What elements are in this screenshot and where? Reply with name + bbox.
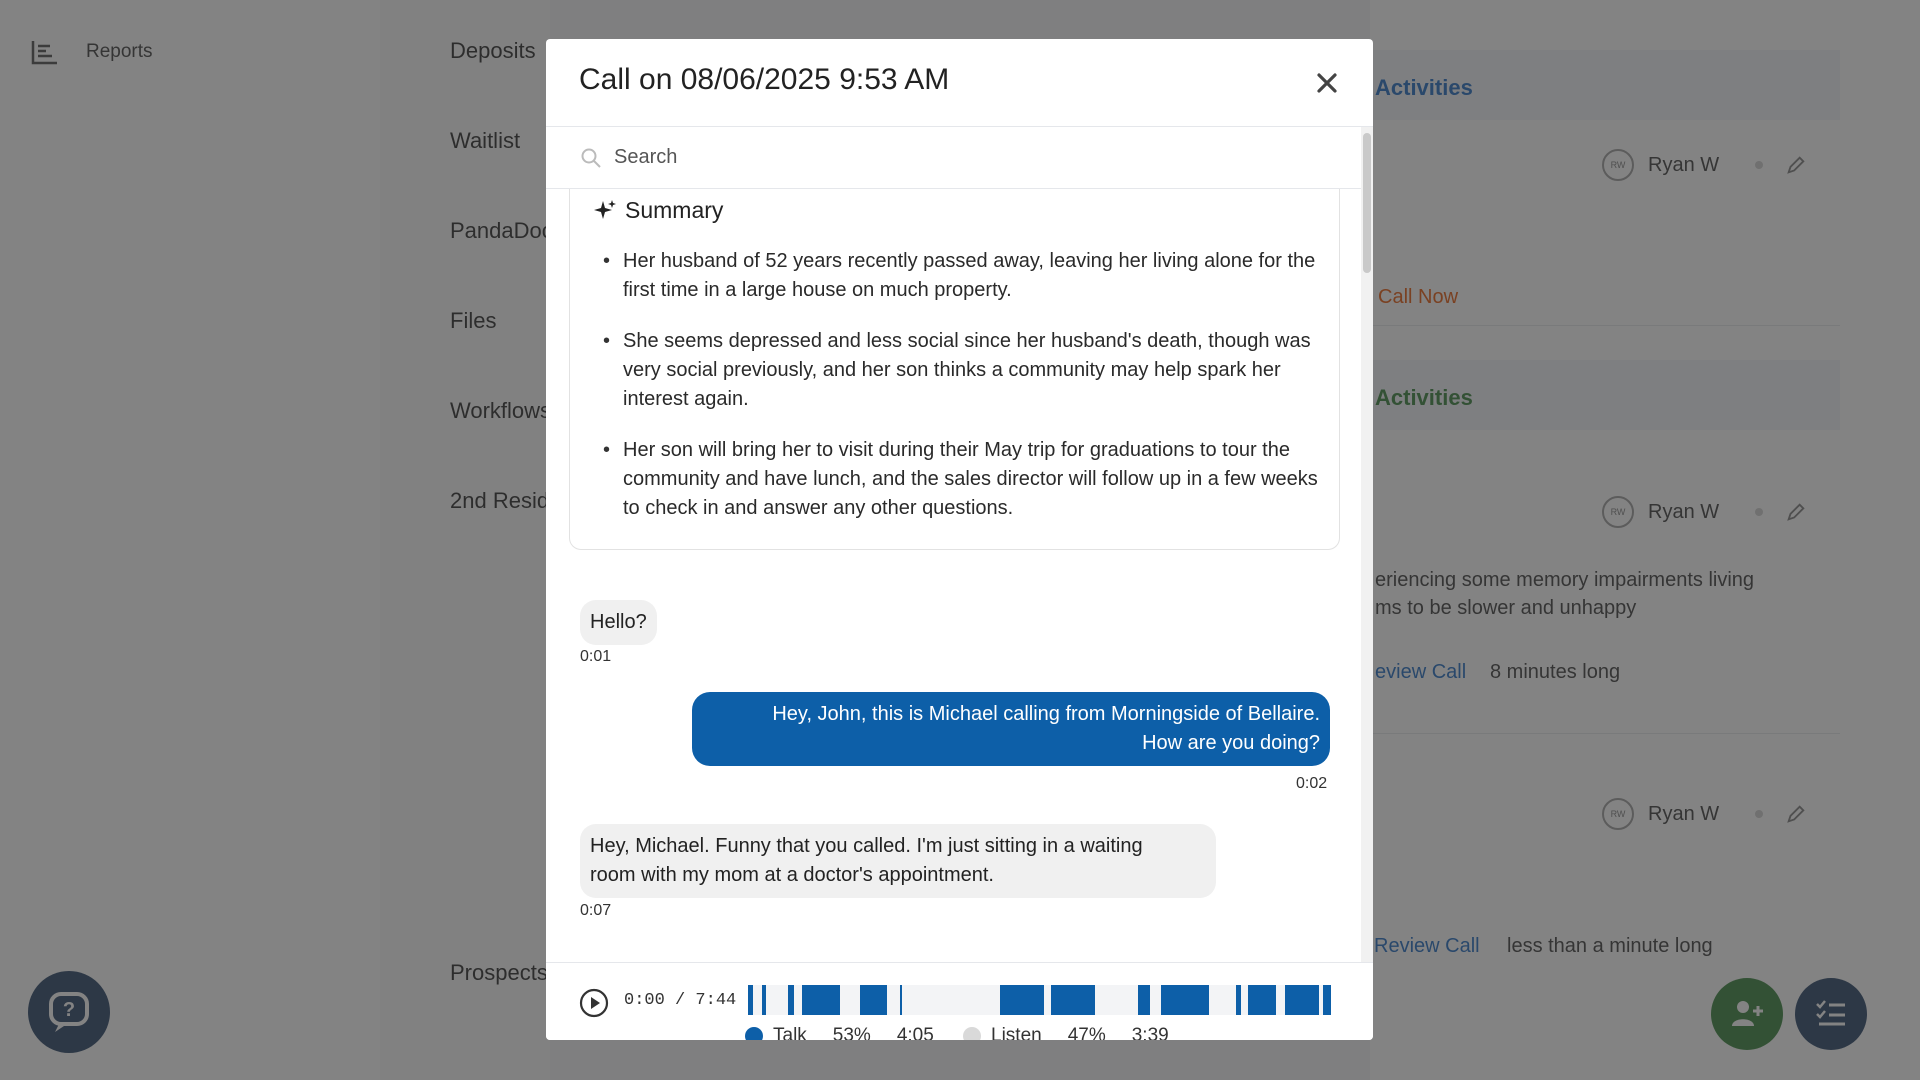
message-text: How are you doing? <box>1142 732 1320 754</box>
audio-player <box>546 962 1373 1040</box>
message-bubble-incoming <box>580 600 657 645</box>
summary-point: • Her husband of 52 years recently passed away, leaving her living alone for the first time in a large house on much property. <box>603 247 1323 305</box>
close-icon <box>1315 71 1339 95</box>
listen-percent: 47% <box>1067 1025 1106 1040</box>
summary-card <box>569 189 1340 550</box>
listen-swatch <box>963 1027 981 1040</box>
talk-percent: 53% <box>832 1025 871 1040</box>
message-text: Hey, John, this is Michael calling from Morningside of Bellaire. <box>772 703 1320 725</box>
transcript-scrollbar[interactable] <box>1361 127 1373 962</box>
listen-time: 3:39 <box>1131 1025 1169 1040</box>
play-button[interactable] <box>579 988 609 1018</box>
message-bubble-incoming <box>580 824 1216 898</box>
talk-segment <box>1248 985 1276 1015</box>
talk-segment <box>1138 985 1150 1015</box>
talk-time: 4:05 <box>896 1025 934 1040</box>
call-modal <box>546 39 1373 1040</box>
summary-point: • Her son will bring her to visit during their May trip for graduations to tour the community and have lunch, and the sales director will follow up in a few weeks to check in and answer any other questions. <box>603 436 1323 523</box>
modal-header <box>546 39 1373 127</box>
scroll-thumb[interactable] <box>1363 133 1371 273</box>
talk-legend <box>745 1025 934 1040</box>
message-text: Hello? <box>590 611 647 633</box>
message-timestamp: 0:02 <box>1296 775 1328 792</box>
modal-title: Call on 08/06/2025 9:53 AM <box>579 63 950 96</box>
talk-segment <box>1323 985 1331 1015</box>
listen-legend <box>963 1025 1169 1040</box>
summary-point: • She seems depressed and less social since her husband's death, though was very social previously, and her son thinks a community may help spark her interest again. <box>603 327 1323 414</box>
message-timestamp: 0:01 <box>580 648 612 665</box>
current-time: 0:00 <box>624 991 665 1010</box>
total-time: 7:44 <box>695 991 737 1010</box>
summary-title: Summary <box>625 197 724 223</box>
playhead[interactable] <box>900 985 902 1015</box>
talk-segment <box>802 985 840 1015</box>
talk-segment <box>860 985 887 1015</box>
summary-header <box>593 197 723 224</box>
message-bubble-outgoing <box>692 692 1330 766</box>
talk-segment <box>788 985 794 1015</box>
message-text: room with my mom at a doctor's appointment. <box>590 864 994 886</box>
sparkle-icon <box>593 199 617 223</box>
talk-segment <box>1051 985 1095 1015</box>
talk-segment <box>1236 985 1241 1015</box>
talk-segment <box>1285 985 1319 1015</box>
listen-label: Listen <box>991 1025 1042 1040</box>
summary-list <box>603 247 1323 545</box>
time-readout <box>624 991 736 1010</box>
talk-segment <box>1000 985 1044 1015</box>
transcript-search <box>546 127 1361 189</box>
close-button[interactable] <box>1309 65 1345 101</box>
message-text: Hey, Michael. Funny that you called. I'm just sitting in a waiting <box>590 835 1143 857</box>
talk-segment <box>1161 985 1209 1015</box>
search-icon <box>580 147 602 169</box>
time-separator: / <box>675 991 686 1010</box>
search-input[interactable] <box>614 146 1214 169</box>
talk-swatch <box>745 1027 763 1040</box>
message-timestamp: 0:07 <box>580 902 612 919</box>
talk-segment <box>748 985 753 1015</box>
talk-segment <box>762 985 766 1015</box>
talk-label: Talk <box>773 1025 807 1040</box>
talk-timeline[interactable] <box>748 985 1331 1015</box>
